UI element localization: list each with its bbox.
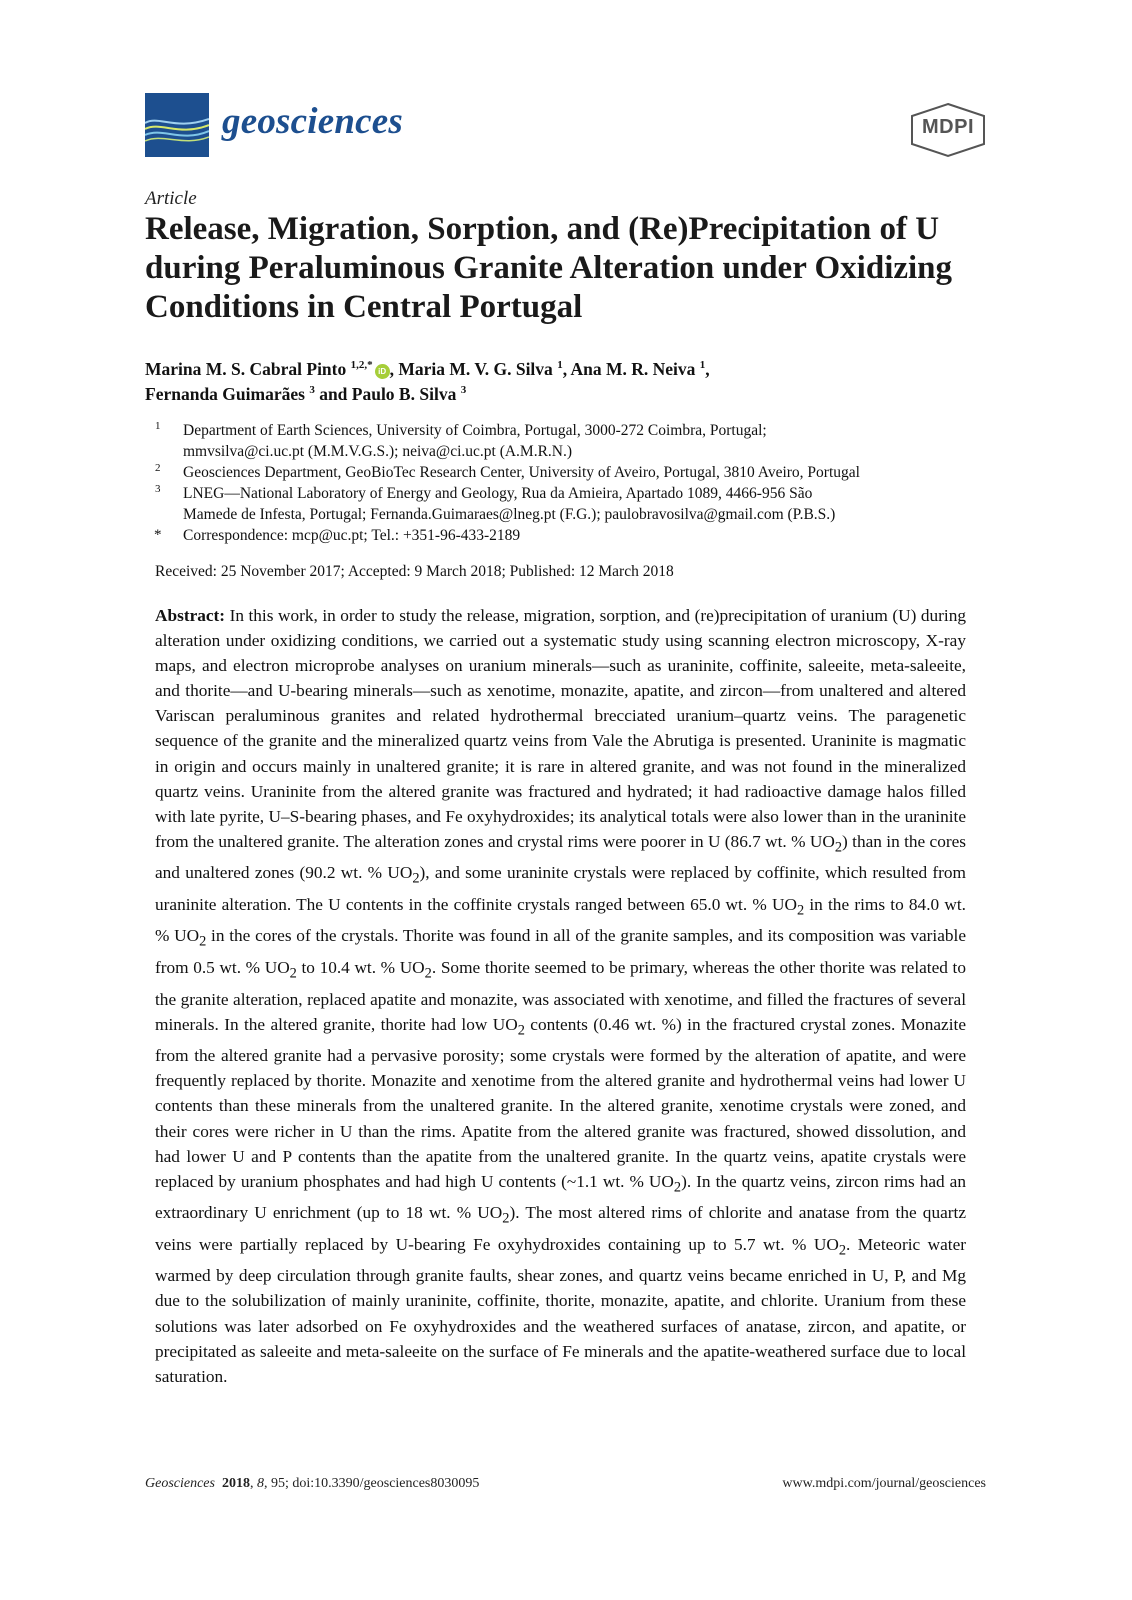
author-name: , Maria M. V. G. Silva (389, 359, 553, 379)
abstract-text: ). The most altered rims of chlorite and anatase from the quartz veins were partially replaced by U-bearing Fe oxyhydroxides containing up to 5.7 wt. % UO (155, 1203, 966, 1254)
affiliation-emails: Mamede de Infesta, Portugal; Fernanda.Guimaraes@lneg.pt (F.G.); paulobravosilva@gmail.com (P.B.S.) (183, 506, 836, 523)
abstract-text: . Meteoric water warmed by deep circulation through granite faults, shear zones, and quartz veins became enriched in U, P, and Mg due to the solubilization of mainly uraninite, coffinite, thorite, monazite, apatite, and chlorite. Uranium from these solutions was later adsorbed on Fe oxyhydroxides and the weathered surfaces of anatase, zircon, and apatite, or precipitated as saleeite and meta-saleeite on the surface of Fe minerals and the apatite-weathered surface due to local saturation. (155, 1234, 966, 1386)
affiliation-text: LNEG—National Laboratory of Energy and Geology, Rua da Amieira, Apartado 1089, 4466-956 São (183, 485, 813, 502)
author-name: and Paulo B. Silva (314, 384, 457, 404)
abstract (155, 603, 966, 1389)
author-affil-sup: 3 (309, 384, 315, 396)
affiliation-item (145, 462, 985, 483)
mdpi-logo (908, 102, 988, 158)
abstract-text: in the rims to 84.0 wt. % UO (155, 894, 966, 946)
subscript: 2 (673, 1179, 682, 1196)
affiliation-text: Department of Earth Sciences, University of Coimbra, Portugal, 3000-272 Coimbra, Portugal; (183, 422, 767, 439)
journal-wave-logo-icon (145, 93, 209, 157)
subscript: 2 (796, 902, 805, 919)
author-affil-sup: 1 (557, 359, 563, 371)
abstract-text: In this work, in order to study the release, migration, sorption, and (re)precipitation of uranium (U) during alteration under oxidizing conditions, we carried out a systematic study using scanning electron microscopy, X-ray maps, and electron microprobe analyses on uranium minerals—such as uraninite, coffinite, saleeite, meta-saleeite, and thorite—and U-bearing minerals—such as xenotime, monazite, apatite, and zircon—from unaltered and altered Variscan peraluminous granites and related hydrothermal brecciated uranium–quartz veins. The paragenetic sequence of the granite and the mineralized quartz veins from Vale the Abrutiga is presented. Uraninite is magmatic in origin and occurs mainly in unaltered granite; it is rare in altered granite, and was not found in the mineralized quartz veins. Uraninite from the altered granite was fractured and hydrated; it had radioactive damage halos filled with late pyrite, U–S-bearing phases, and Fe oxyhydroxides; its analytical totals were also lower than in the uraninite from the unaltered granite. The alteration zones and crystal rims were poorer in U (86.7 wt. % UO (155, 606, 966, 851)
article-title: Release, Migration, Sorption, and (Re)Precipitation of U during Peraluminous Granite Alteration under Oxidizing Conditions in Central Portugal (145, 211, 953, 325)
abstract-text: ) than in the cores and unaltered zones (90.2 wt. % UO (155, 831, 967, 883)
author-affil-sup: 3 (460, 384, 467, 396)
publication-dates: Received: 25 November 2017; Accepted: 9 March 2018; Published: 12 March 2018 (155, 563, 674, 580)
abstract-label: Abstract: (155, 606, 226, 625)
affiliation-number: 3 (155, 483, 161, 495)
author-affil-sup: 1,2,* (350, 359, 373, 371)
abstract-text: in the cores of the crystals. Thorite was found in all of the granite samples, and its composition was variable from 0.5 wt. % UO (155, 926, 966, 978)
journal-name: geosciences (222, 101, 403, 142)
subscript: 2 (424, 965, 432, 982)
author-separator: , (705, 359, 710, 379)
abstract-text: to 10.4 wt. % UO (296, 958, 425, 978)
subscript: 2 (412, 870, 420, 887)
journal-url[interactable]: www.mdpi.com/journal/geosciences (782, 1476, 986, 1491)
affiliation-list (145, 420, 985, 546)
abstract-text: contents (0.46 wt. %) in the fractured crystal zones. Monazite from the altered granite had a pervasive porosity; some crystals were formed by the alteration of apatite, and were frequently replaced by thorite. Monazite and xenotime from the altered granite and hydrothermal veins had lower U contents than these minerals from the unaltered granite. In the altered granite, xenotime crystals were zoned, and their cores were richer in U than the rims. Apatite from the altered granite was fractured, showed dissolution, and had lower U and P contents than the apatite from the unaltered granite. In the quartz veins, apatite crystals were replaced by uranium phosphates and had high U contents (~1.1 wt. % UO (155, 1014, 966, 1191)
subscript: 2 (834, 839, 843, 856)
mdpi-logo-text: MDPI (922, 116, 974, 138)
author-name: Fernanda Guimarães (145, 384, 305, 404)
journal-logo (145, 93, 209, 157)
author-affil-sup: 1 (699, 359, 706, 371)
affiliation-number: 2 (155, 462, 161, 474)
article-type: Article (145, 188, 197, 209)
correspondence-text: Correspondence: mcp@uc.pt; Tel.: +351-96-433-2189 (183, 527, 521, 544)
subscript: 2 (838, 1242, 847, 1259)
footer-doi: , 95; doi:10.3390/geosciences8030095 (263, 1476, 480, 1491)
citation-footer: Geosciences 2018, 8, 95; doi:10.3390/geosciences8030095 (145, 1476, 480, 1491)
author-list (145, 357, 985, 407)
correspondence-mark: * (154, 527, 162, 543)
subscript: 2 (517, 1022, 525, 1039)
affiliation-emails: mmvsilva@ci.uc.pt (M.M.V.G.S.); neiva@ci.uc.pt (A.M.R.N.) (183, 443, 573, 460)
subscript: 2 (199, 933, 207, 950)
footer-volume: 8 (256, 1476, 264, 1491)
affiliation-number: 1 (155, 420, 161, 432)
abstract-text: . Some thorite seemed to be primary, whereas the other thorite was related to the granite alteration, replaced apatite and monazite, was associated with xenotime, and filled the fractures of several minerals. In the altered granite, thorite had low UO (155, 958, 966, 1034)
subscript: 2 (289, 965, 297, 982)
abstract-text: ). In the quartz veins, zircon rims had an extraordinary U enrichment (up to 18 wt. % UO (155, 1171, 966, 1223)
orcid-icon[interactable]: iD (375, 364, 390, 379)
author-name: Marina M. S. Cabral Pinto (145, 359, 347, 379)
affiliation-item (145, 483, 985, 525)
abstract-text: ), and some uraninite crystals were replaced by coffinite, which resulted from uraninite alteration. The U contents in the coffinite crystals ranged between 65.0 wt. % UO (155, 863, 966, 914)
footer-journal: Geosciences (145, 1476, 215, 1491)
affiliation-item (145, 420, 985, 462)
subscript: 2 (502, 1210, 510, 1227)
correspondence-item (145, 525, 985, 546)
affiliation-text: Geosciences Department, GeoBioTec Research Center, University of Aveiro, Portugal, 3810 Aveiro, Portugal (183, 464, 860, 481)
footer-year: 2018 (221, 1476, 250, 1491)
author-name: , Ana M. R. Neiva (562, 359, 696, 379)
